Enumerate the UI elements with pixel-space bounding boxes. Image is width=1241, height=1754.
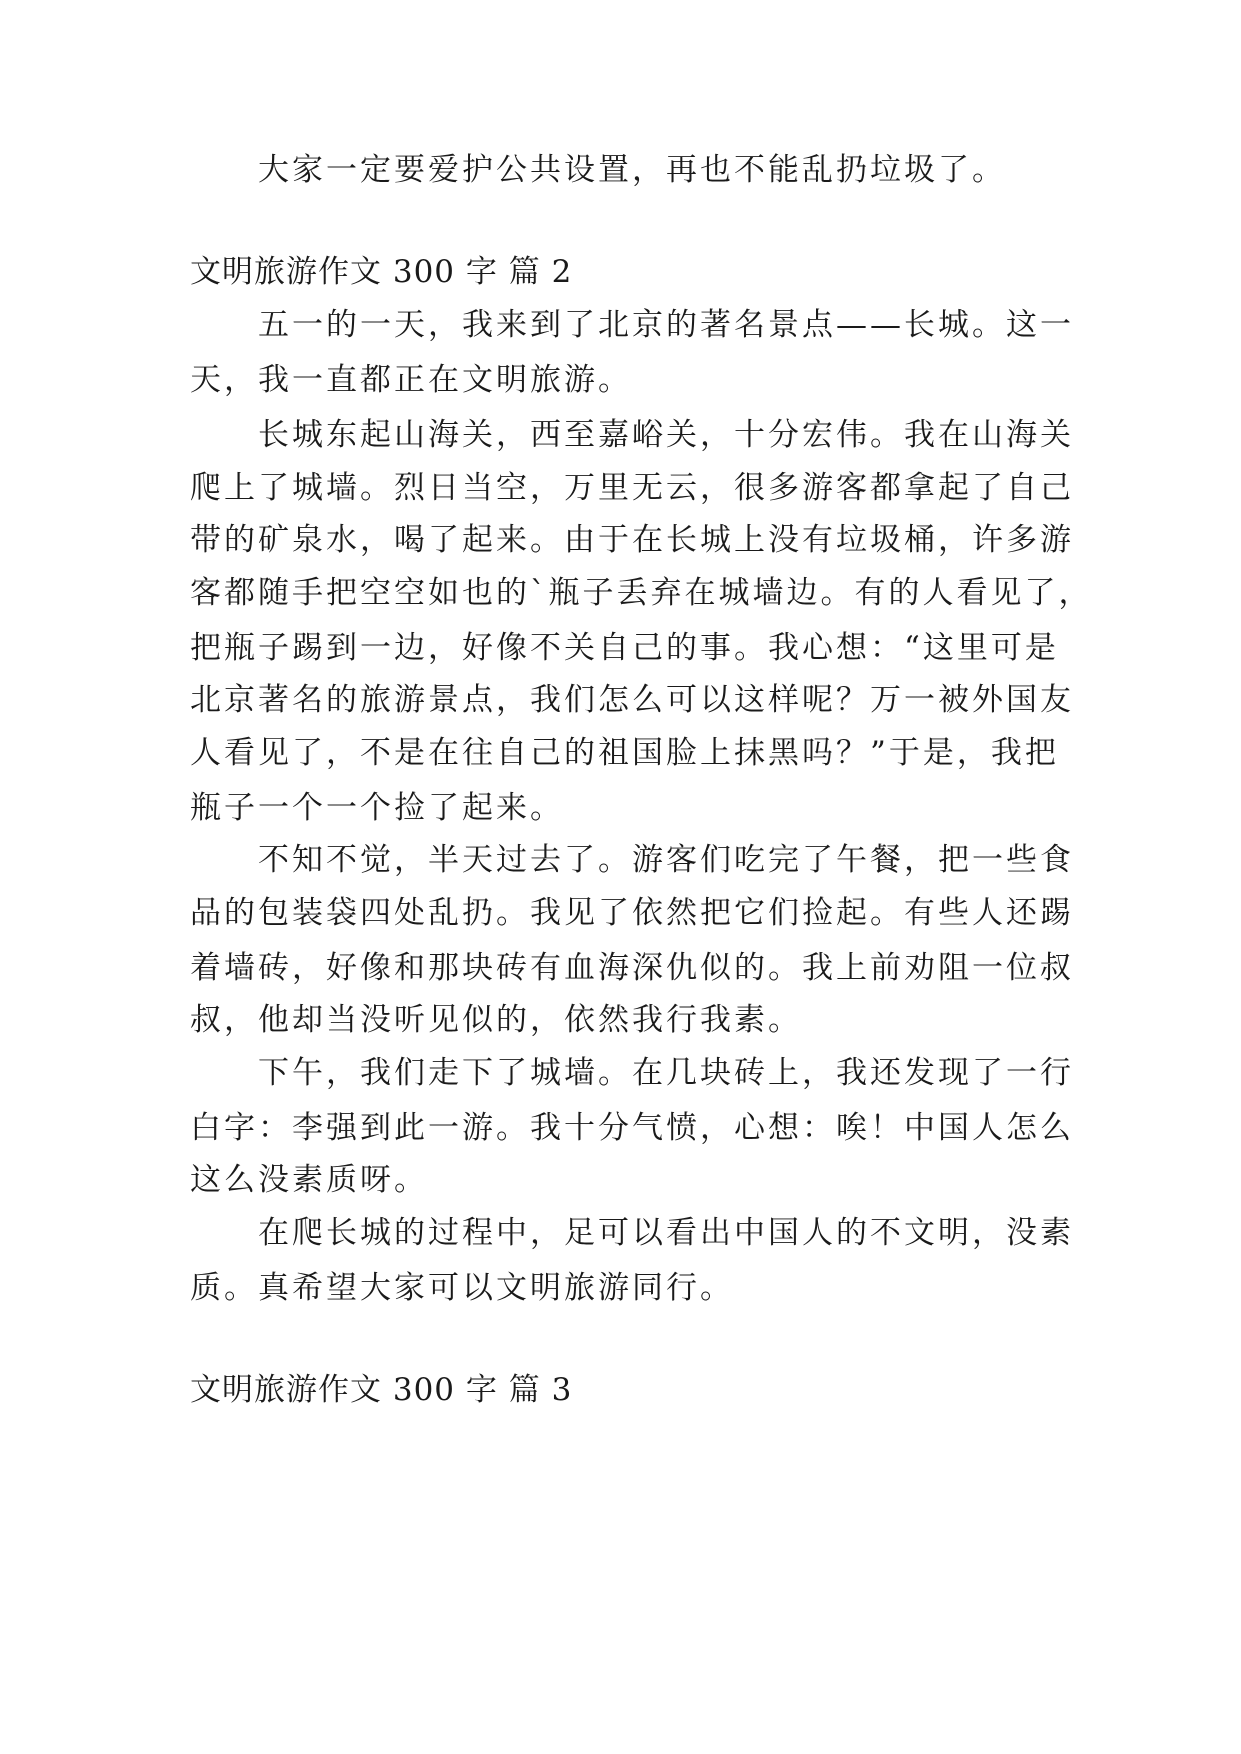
paragraph-line: 着墙砖，好像和那块砖有血海深仇似的。我上前劝阻一位叔 bbox=[190, 950, 1074, 986]
section-heading-3: 文明旅游作文 300 字 篇 3 bbox=[190, 1372, 573, 1408]
paragraph-line: 这么没素质呀。 bbox=[190, 1162, 428, 1198]
paragraph-line: 下午，我们走下了城墙。在几块砖上，我还发现了一行 bbox=[258, 1055, 1074, 1091]
paragraph-line: 把瓶子踢到一边，好像不关自己的事。我心想：“这里可是 bbox=[190, 630, 1059, 666]
paragraph-line: 品的包装袋四处乱扔。我见了依然把它们捡起。有些人还踢 bbox=[190, 895, 1074, 931]
paragraph-line: 人看见了，不是在往自己的祖国脸上抹黑吗？”于是，我把 bbox=[190, 735, 1059, 771]
paragraph-line: 客都随手把空空如也的`瓶子丢弃在城墙边。有的人看见了， bbox=[190, 575, 1093, 611]
paragraph-line: 在爬长城的过程中，足可以看出中国人的不文明，没素 bbox=[258, 1215, 1074, 1251]
paragraph-line: 天，我一直都正在文明旅游。 bbox=[190, 362, 632, 398]
paragraph-line: 白字：李强到此一游。我十分气愤，心想：唉！中国人怎么 bbox=[190, 1110, 1074, 1146]
section-heading-2: 文明旅游作文 300 字 篇 2 bbox=[190, 254, 573, 290]
closing-line: 大家一定要爱护公共设置，再也不能乱扔垃圾了。 bbox=[258, 152, 1006, 188]
paragraph-line: 带的矿泉水，喝了起来。由于在长城上没有垃圾桶，许多游 bbox=[190, 522, 1074, 558]
paragraph-line: 不知不觉，半天过去了。游客们吃完了午餐，把一些食 bbox=[258, 842, 1074, 878]
paragraph-line: 五一的一天，我来到了北京的著名景点——长城。这一 bbox=[258, 307, 1074, 343]
paragraph-line: 北京著名的旅游景点，我们怎么可以这样呢？万一被外国友 bbox=[190, 682, 1074, 718]
paragraph-line: 长城东起山海关，西至嘉峪关，十分宏伟。我在山海关 bbox=[258, 417, 1074, 453]
paragraph-line: 质。真希望大家可以文明旅游同行。 bbox=[190, 1270, 734, 1306]
paragraph-line: 叔，他却当没听见似的，依然我行我素。 bbox=[190, 1002, 802, 1038]
paragraph-line: 瓶子一个一个捡了起来。 bbox=[190, 790, 564, 826]
paragraph-line: 爬上了城墙。烈日当空，万里无云，很多游客都拿起了自己 bbox=[190, 470, 1074, 506]
